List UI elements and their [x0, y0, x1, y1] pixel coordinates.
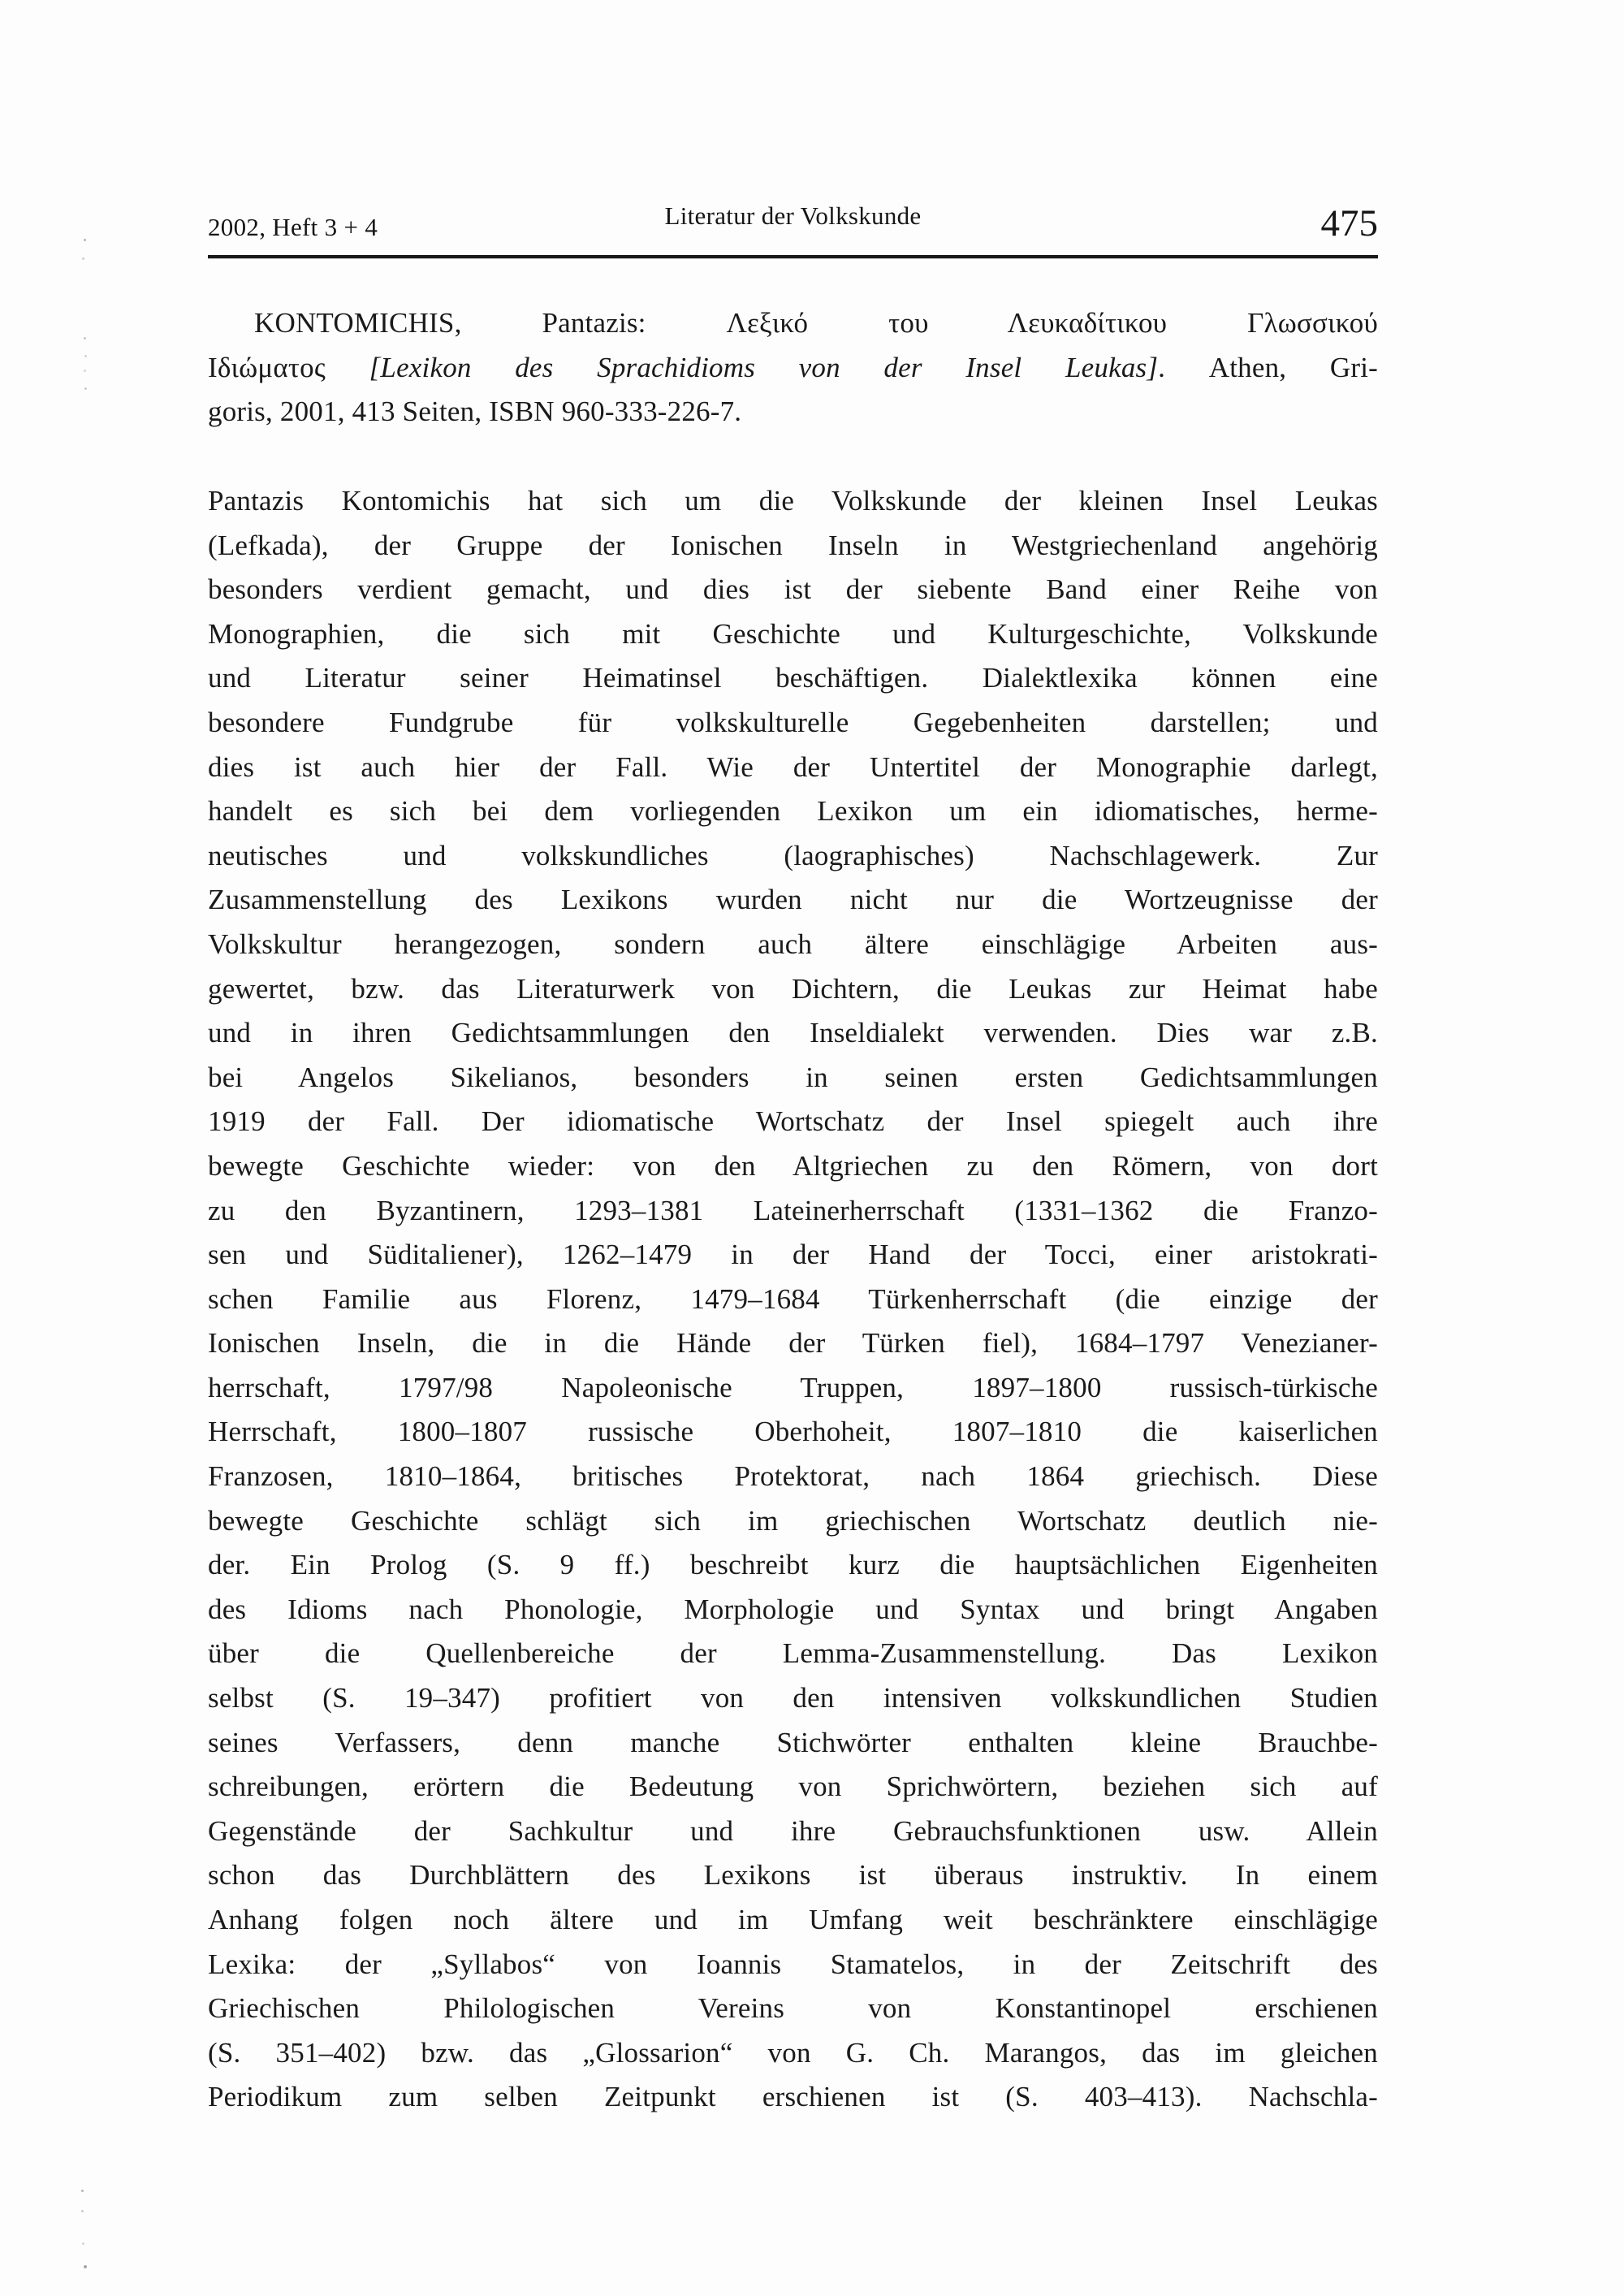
text-segment: sen und Süditaliener), 1262–1479 in der Hand der Tocci, einer aristokrati-	[208, 1239, 1378, 1271]
text-line	[208, 1410, 1378, 1455]
citation-paragraph	[208, 301, 1378, 435]
text-line	[208, 1853, 1378, 1898]
review-paragraph	[208, 479, 1378, 2120]
text-line	[208, 1144, 1378, 1189]
text-line	[208, 1455, 1378, 1499]
text-line	[208, 568, 1378, 612]
text-segment: des Idioms nach Phonologie, Morphologie und Syntax und bringt Angaben	[208, 1593, 1378, 1625]
scan-speck	[84, 370, 86, 372]
text-segment: Lexika: der „Syllabos“ von Ioannis Stamatelos, in der Zeitschrift des	[208, 1948, 1378, 1980]
text-line	[208, 1233, 1378, 1278]
header-page-number: 475	[1320, 202, 1378, 244]
italic-text-segment: [Lexikon des Sprachidioms von der Insel Leukas]	[369, 351, 1159, 383]
text-segment: und Literatur seiner Heimatinsel beschäftigen. Dialektlexika können eine	[208, 662, 1378, 694]
text-line	[208, 1588, 1378, 1632]
text-line	[208, 1543, 1378, 1588]
text-line	[208, 1321, 1378, 1366]
text-segment: (S. 351–402) bzw. das „Glossarion“ von G. Ch. Marangos, das im gleichen	[208, 2036, 1378, 2069]
text-line	[208, 789, 1378, 834]
text-segment: bewegte Geschichte schlägt sich im griechischen Wortschatz deutlich nie-	[208, 1504, 1378, 1537]
text-line	[208, 524, 1378, 569]
text-line	[208, 878, 1378, 923]
text-line	[208, 1366, 1378, 1411]
header-issue: 2002, Heft 3 + 4	[208, 213, 378, 241]
scan-speck	[84, 355, 87, 357]
text-line	[208, 1721, 1378, 1766]
text-line	[208, 390, 1378, 435]
scan-speck	[82, 2242, 84, 2245]
text-segment: Herrschaft, 1800–1807 russische Oberhoheit, 1807–1810 die kaiserlichen	[208, 1416, 1378, 1448]
text-segment: (Lefkada), der Gruppe der Ionischen Inseln in Westgriechenland angehörig	[208, 529, 1378, 561]
text-segment: herrschaft, 1797/98 Napoleonische Truppen, 1897–1800 russisch-türkische	[208, 1371, 1378, 1403]
text-segment: Volkskultur herangezogen, sondern auch ältere einschlägige Arbeiten aus-	[208, 927, 1378, 960]
text-line	[208, 701, 1378, 746]
text-segment: . Athen, Gri-	[1158, 351, 1378, 383]
text-line	[208, 1278, 1378, 1322]
page-header	[208, 201, 1378, 245]
text-line	[208, 612, 1378, 657]
text-line	[208, 1898, 1378, 1943]
text-line	[208, 923, 1378, 967]
text-line	[208, 1056, 1378, 1100]
text-segment: schon das Durchblättern des Lexikons ist überaus instruktiv. In einem	[208, 1859, 1378, 1892]
text-line	[208, 1987, 1378, 2031]
text-segment: über die Quellenbereiche der Lemma-Zusammenstellung. Das Lexikon	[208, 1637, 1378, 1670]
text-segment: Anhang folgen noch ältere und im Umfang weit beschränktere einschlägige	[208, 1904, 1378, 1935]
text-segment: Gegenstände der Sachkultur und ihre Gebrauchsfunktionen usw. Allein	[208, 1814, 1378, 1847]
scan-speck	[84, 2265, 87, 2268]
text-line	[208, 301, 1378, 346]
text-line	[208, 479, 1378, 524]
scan-speck	[81, 2190, 84, 2192]
text-segment: dies ist auch hier der Fall. Wie der Untertitel der Monographie darlegt,	[208, 750, 1378, 783]
text-segment: Ιδιώματος	[208, 351, 369, 383]
text-line	[208, 1100, 1378, 1144]
text-line	[208, 1676, 1378, 1721]
text-line	[208, 834, 1378, 879]
scan-speck	[81, 2210, 84, 2212]
text-line	[208, 746, 1378, 790]
text-segment: Franzosen, 1810–1864, britisches Protektorat, nach 1864 griechisch. Diese	[208, 1460, 1378, 1493]
text-line	[208, 1632, 1378, 1676]
text-segment: gewertet, bzw. das Literaturwerk von Dichtern, die Leukas zur Heimat habe	[208, 972, 1378, 1005]
text-segment: der. Ein Prolog (S. 9 ff.) beschreibt kurz die hauptsächlichen Eigenheiten	[208, 1549, 1378, 1581]
text-segment: schen Familie aus Florenz, 1479–1684 Türkenherrschaft (die einzige der	[208, 1282, 1378, 1315]
text-segment: Monographien, die sich mit Geschichte und Kulturgeschichte, Volkskunde	[208, 617, 1378, 650]
text-segment: selbst (S. 19–347) profitiert von den intensiven volkskundlichen Studien	[208, 1682, 1378, 1714]
text-segment: und in ihren Gedichtsammlungen den Inseldialekt verwenden. Dies war z.B.	[208, 1017, 1378, 1049]
text-line	[208, 1011, 1378, 1056]
header-journal-title: Literatur der Volkskunde	[664, 201, 922, 230]
text-line	[208, 2031, 1378, 2076]
text-segment: neutisches und volkskundliches (laographisches) Nachschlagewerk. Zur	[208, 839, 1378, 871]
scan-speck	[82, 257, 84, 260]
text-segment: besonders verdient gemacht, und dies ist der siebente Band einer Reihe von	[208, 573, 1378, 606]
text-segment: schreibungen, erörtern die Bedeutung von Sprichwörtern, beziehen sich auf	[208, 1771, 1378, 1803]
text-segment: besondere Fundgrube für volkskulturelle Gegebenheiten darstellen; und	[208, 706, 1378, 738]
text-segment: seines Verfassers, denn manche Stichwörter enthalten kleine Brauchbe-	[208, 1726, 1378, 1758]
text-line	[208, 2075, 1378, 2120]
text-segment: handelt es sich bei dem vorliegenden Lexikon um ein idiomatisches, herme-	[208, 795, 1378, 828]
text-line	[208, 656, 1378, 701]
text-segment: Periodikum zum selben Zeitpunkt erschienen ist (S. 403–413). Nachschla-	[208, 2081, 1378, 2113]
header-rule	[208, 255, 1378, 258]
text-line	[208, 967, 1378, 1012]
text-line	[208, 1943, 1378, 1987]
text-segment: 1919 der Fall. Der idiomatische Wortschatz der Insel spiegelt auch ihre	[208, 1105, 1378, 1138]
text-segment: Ionischen Inseln, die in die Hände der Türken fiel), 1684–1797 Venezianer-	[208, 1327, 1378, 1360]
text-segment: KONTOMICHIS, Pantazis: Λεξικό του Λευκαδίτικου Γλωσσικού	[254, 307, 1378, 339]
text-line	[208, 1810, 1378, 1854]
text-segment: Zusammenstellung des Lexikons wurden nicht nur die Wortzeugnisse der	[208, 884, 1378, 916]
text-line	[208, 346, 1378, 391]
text-segment: bewegte Geschichte wieder: von den Altgriechen zu den Römern, von dort	[208, 1149, 1378, 1182]
text-segment: goris, 2001, 413 Seiten, ISBN 960-333-226-7.	[208, 396, 742, 428]
scan-speck	[84, 387, 87, 390]
text-line	[208, 1189, 1378, 1234]
text-line	[208, 1499, 1378, 1544]
text-segment: zu den Byzantinern, 1293–1381 Lateinerherrschaft (1331–1362 die Franzo-	[208, 1194, 1378, 1226]
text-segment: Griechischen Philologischen Vereins von Konstantinopel erschienen	[208, 1992, 1378, 2025]
text-segment: bei Angelos Sikelianos, besonders in seinen ersten Gedichtsammlungen	[208, 1061, 1378, 1093]
text-line	[208, 1765, 1378, 1810]
text-segment: Pantazis Kontomichis hat sich um die Volkskunde der kleinen Insel Leukas	[208, 485, 1378, 517]
scan-speck	[84, 337, 86, 339]
scan-speck	[84, 239, 86, 241]
